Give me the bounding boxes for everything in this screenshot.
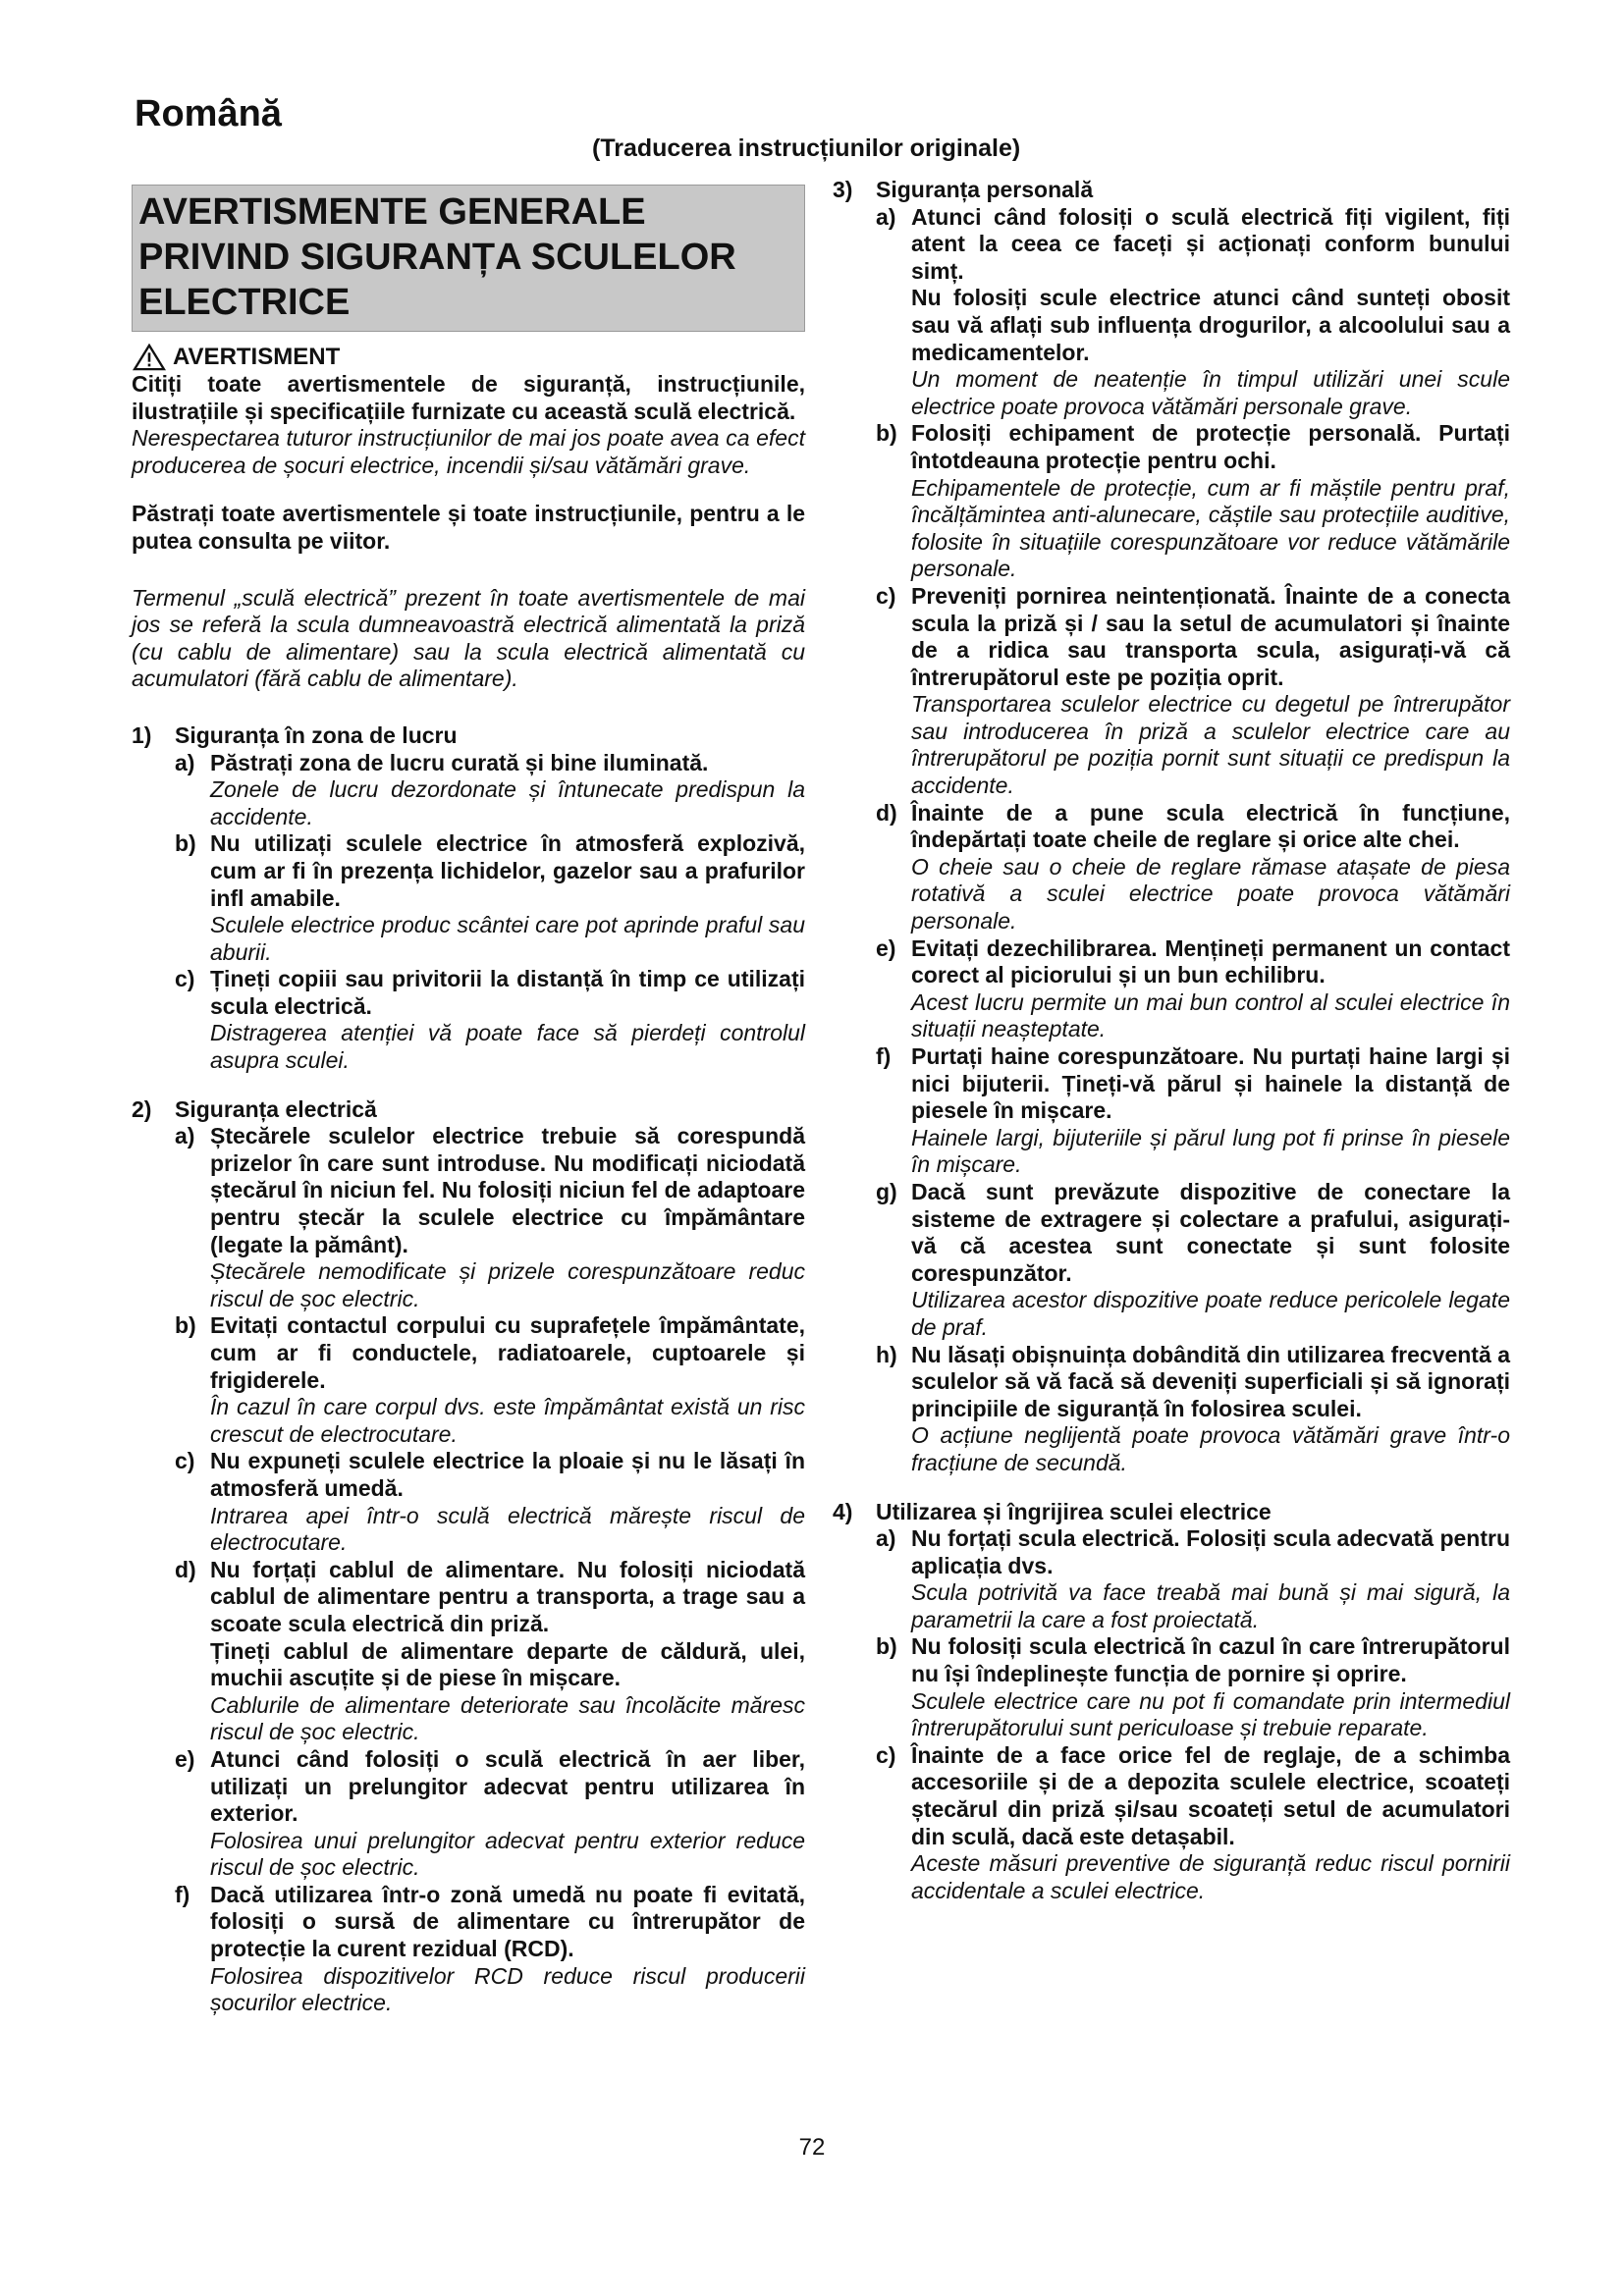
item-bold: Purtați haine corespunzătoare. Nu purtați haine largi și nici bijuterii. Țineți-vă părul și hainele la distanță de piesele în mișcare. bbox=[911, 1043, 1510, 1124]
item-letter: a) bbox=[876, 203, 896, 230]
intro-italic: Nerespectarea tuturor instrucțiunilor de mai jos poate avea ca efect producerea de șocuri electrice, incendii și/sau vătămări grave. bbox=[132, 425, 805, 478]
item-bold: Dacă utilizarea într-o zonă umedă nu poate fi evitată, folosiți o sursă de alimentare cu întrerupător de protecție la curent rezidual (RCD). bbox=[210, 1881, 805, 1962]
item-italic: În cazul în care corpul dvs. este împământat există un risc crescut de electrocutare. bbox=[210, 1394, 805, 1447]
item-bold: Nu utilizați sculele electrice în atmosferă explozivă, cum ar fi în prezența lichidelor, gazelor sau a prafurilor infl amabile. bbox=[210, 830, 805, 911]
item-italic: O cheie sau o cheie de reglare rămase atașate de piesa rotativă a sculei electrice poate provoca vătămări personale. bbox=[911, 853, 1510, 934]
warning-line bbox=[132, 344, 805, 371]
item-letter: c) bbox=[876, 582, 896, 609]
list-item bbox=[175, 1882, 805, 2017]
list-item bbox=[175, 1557, 805, 1746]
list-item bbox=[175, 966, 805, 1074]
item-bold: Înainte de a pune scula electrică în funcțiune, îndepărtați toate cheile de reglare și orice alte chei. bbox=[911, 799, 1510, 853]
item-bold: Evitați dezechilibrarea. Mențineți permanent un contact corect al piciorului și un bun echilibru. bbox=[911, 934, 1510, 988]
item-italic: Sculele electrice care nu pot fi comandate prin intermediul întrerupătorului sunt periculoase și trebuie reparate. bbox=[911, 1687, 1510, 1741]
item-italic: Folosirea unui prelungitor adecvat pentru exterior reduce riscul de șoc electric. bbox=[210, 1827, 805, 1881]
item-bold: Nu lăsați obișnuința dobândită din utilizarea frecventă a sculelor să vă facă să deveniți superficiali și să ignorați principiile de siguranță în folosirea sculei. bbox=[911, 1341, 1510, 1421]
section-title: Siguranța personală bbox=[876, 177, 1094, 202]
section-4 bbox=[833, 1499, 1510, 1905]
item-letter: f) bbox=[175, 1881, 190, 1907]
list-item bbox=[876, 204, 1510, 421]
keep-instructions: Păstrați toate avertismentele și toate instrucțiunile, pentru a le putea consulta pe viitor. bbox=[132, 501, 805, 554]
item-letter: f) bbox=[876, 1043, 892, 1069]
item-letter: b) bbox=[175, 830, 196, 857]
item-letter: a) bbox=[876, 1525, 896, 1552]
item-bold: Înainte de a face orice fel de reglaje, de a schimba accesoriile și de a depozita sculele electrice, scoateți ștecărul din priză și/sau scoateți setul de acumulatori din sculă, dacă este detașabil. bbox=[911, 1741, 1510, 1849]
item-italic: Un moment de neatenție în timpul utilizări unei scule electrice poate provoca vătămări personale grave. bbox=[911, 366, 1510, 419]
item-bold: Evitați contactul corpului cu suprafețele împământate, cum ar fi conductele, radiatoarele, cuptoarele și frigiderele. bbox=[210, 1312, 805, 1393]
item-bold: Dacă sunt prevăzute dispozitive de conectare la sisteme de extragere și colectare a prafului, asigurați-vă că acestea sunt conectate și sunt folosite corespunzător. bbox=[911, 1178, 1510, 1286]
section-1 bbox=[132, 722, 805, 1075]
list-item bbox=[876, 1633, 1510, 1741]
item-letter: g) bbox=[876, 1178, 897, 1204]
item-bold-2: Nu folosiți scule electrice atunci când sunteți obosit sau vă aflați sub influența drogurilor, a alcoolului sau a medicamentelor. bbox=[911, 285, 1510, 365]
section-number: 1) bbox=[132, 721, 152, 748]
item-letter: c) bbox=[876, 1741, 896, 1768]
list-item bbox=[175, 750, 805, 831]
section-title: Siguranța în zona de lucru bbox=[175, 721, 458, 748]
section-number: 4) bbox=[833, 1498, 853, 1524]
item-italic: Cablurile de alimentare deteriorate sau încolăcite măresc riscul de șoc electric. bbox=[210, 1691, 805, 1745]
list-item bbox=[876, 935, 1510, 1043]
item-italic: Aceste măsuri preventive de siguranță reduc riscul pornirii accidentale a sculei electrice. bbox=[911, 1850, 1510, 1903]
item-italic: Scula potrivită va face treabă mai bună și mai sigură, la parametrii la care a fost proiectată. bbox=[911, 1579, 1510, 1632]
item-letter: b) bbox=[876, 1633, 897, 1660]
list-item bbox=[876, 1525, 1510, 1633]
item-letter: d) bbox=[876, 799, 897, 826]
section-title: Siguranța electrică bbox=[175, 1095, 377, 1122]
item-bold: Folosiți echipament de protecție personală. Purtați întotdeauna protecție pentru ochi. bbox=[911, 420, 1510, 473]
item-italic: Intrarea apei într-o sculă electrică mărește riscul de electrocutare. bbox=[210, 1502, 805, 1556]
language-title: Română bbox=[135, 93, 282, 134]
item-bold: Ștecărele sculelor electrice trebuie să corespundă prizelor în care sunt introduse. Nu modificați niciodată ștecărul în niciun fel. Nu folosiți niciun fel de adaptoare pentru ștecăr la sculele electrice cu împământare (legate la pământ). bbox=[210, 1123, 805, 1257]
list-item bbox=[876, 1342, 1510, 1477]
item-italic: Acest lucru permite un mai bun control al sculei electrice în situații neașteptate. bbox=[911, 988, 1510, 1042]
section-3 bbox=[833, 177, 1510, 1477]
term-definition: Termenul „sculă electrică” prezent în toate avertismentele de mai jos se referă la scula dumneavoastră electrică alimentată la priză (cu cablu de alimentare) sau la scula electrică alimentată cu acumulatori (fără cablu de alimentare). bbox=[132, 584, 805, 692]
item-italic: Sculele electrice produc scântei care pot aprinde praful sau aburii. bbox=[210, 912, 805, 965]
warning-triangle-icon bbox=[132, 344, 167, 371]
left-column bbox=[132, 185, 805, 2017]
item-italic: Ștecărele nemodificate și prizele corespunzătoare reduc riscul de șoc electric. bbox=[210, 1258, 805, 1311]
item-italic: Distragerea atenției vă poate face să pierdeți controlul asupra sculei. bbox=[210, 1020, 805, 1074]
item-letter: a) bbox=[175, 749, 195, 775]
list-item bbox=[175, 830, 805, 966]
item-bold: Țineți copiii sau privitorii la distanță în timp ce utilizați scula electrică. bbox=[210, 966, 805, 1019]
section-heading-box bbox=[132, 185, 805, 332]
item-bold: Nu forțați scula electrică. Folosiți scula adecvată pentru aplicația dvs. bbox=[911, 1525, 1510, 1578]
list-item bbox=[175, 1123, 805, 1312]
item-italic: Folosirea dispozitivelor RCD reduce riscul producerii șocurilor electrice. bbox=[210, 1962, 805, 2016]
page-number: 72 bbox=[798, 2134, 826, 2161]
intro-bold: Citiți toate avertismentele de siguranță, instrucțiunile, ilustrațiile și specificațiile furnizate cu această sculă electrică. bbox=[132, 371, 805, 424]
list-item bbox=[175, 1448, 805, 1556]
list-item bbox=[876, 420, 1510, 583]
item-letter: c) bbox=[175, 966, 195, 992]
section-number: 2) bbox=[132, 1095, 152, 1122]
list-item bbox=[876, 1742, 1510, 1905]
section-title: Utilizarea și îngrijirea sculei electrice bbox=[876, 1498, 1272, 1524]
item-bold: Atunci când folosiți o sculă electrică în aer liber, utilizați un prelungitor adecvat pentru utilizarea în exterior. bbox=[210, 1745, 805, 1827]
item-letter: e) bbox=[175, 1745, 195, 1772]
list-item bbox=[876, 1043, 1510, 1179]
item-italic: Hainele largi, bijuteriile și părul lung pot fi prinse în piesele în mișcare. bbox=[911, 1124, 1510, 1178]
item-bold-2: Țineți cablul de alimentare departe de căldură, ulei, muchii ascuțite și de piese în mișcare. bbox=[210, 1637, 805, 1691]
item-bold: Preveniți pornirea neintenționată. Înainte de a conecta scula la priză și / sau la setul de acumulatori și înainte de a ridica sau transporta scula, asigurați-vă că întrerupătorul este pe poziția oprit. bbox=[911, 582, 1510, 690]
item-letter: h) bbox=[876, 1341, 897, 1367]
translation-subtitle: (Traducerea instrucțiunilor originale) bbox=[592, 134, 1021, 162]
item-italic: O acțiune neglijentă poate provoca vătămări grave într-o fracțiune de secundă. bbox=[911, 1422, 1510, 1475]
section-number: 3) bbox=[833, 177, 853, 202]
list-item bbox=[876, 1179, 1510, 1342]
item-letter: c) bbox=[175, 1448, 195, 1474]
list-item bbox=[175, 1312, 805, 1448]
item-bold: Nu expuneți sculele electrice la ploaie și nu le lăsați în atmosferă umedă. bbox=[210, 1448, 805, 1501]
item-letter: d) bbox=[175, 1556, 196, 1582]
item-letter: b) bbox=[175, 1312, 196, 1339]
right-column bbox=[833, 177, 1510, 1904]
item-bold: Nu folosiți scula electrică în cazul în care întrerupătorul nu își îndeplinește funcția de pornire și oprire. bbox=[911, 1633, 1510, 1687]
section-2 bbox=[132, 1096, 805, 2017]
item-letter: b) bbox=[876, 420, 897, 447]
main-heading: AVERTISMENTE GENERALE PRIVIND SIGURANȚA SCULELOR ELECTRICE bbox=[138, 191, 736, 323]
item-italic: Utilizarea acestor dispozitive poate reduce pericolele legate de praf. bbox=[911, 1287, 1510, 1340]
warning-label: AVERTISMENT bbox=[173, 344, 341, 371]
item-letter: a) bbox=[175, 1123, 195, 1149]
list-item bbox=[876, 583, 1510, 800]
item-italic: Zonele de lucru dezordonate și întunecate predispun la accidente. bbox=[210, 776, 805, 829]
item-bold: Atunci când folosiți o sculă electrică fiți vigilent, fiți atent la ceea ce faceți și acționați conform bunului simț. bbox=[911, 203, 1510, 284]
item-letter: e) bbox=[876, 934, 896, 961]
list-item bbox=[175, 1746, 805, 1882]
item-bold: Păstrați zona de lucru curată și bine iluminată. bbox=[210, 749, 709, 775]
item-bold: Nu forțați cablul de alimentare. Nu folosiți niciodată cablul de alimentare pentru a transporta, a trage sau a scoate scula electrică din priză. bbox=[210, 1556, 805, 1636]
item-italic: Transportarea sculelor electrice cu degetul pe întrerupător sau introducerea în priză a sculelor electrice care au întrerupătorul pe poziția pornit sunt situații ce predispun la accidente. bbox=[911, 691, 1510, 799]
list-item bbox=[876, 800, 1510, 935]
item-italic: Echipamentele de protecție, cum ar fi măștile pentru praf, încălțămintea anti-alunecare, căștile sau protecțiile auditive, folosite în situațiile corespunzătoare vor reduce vătămările personale. bbox=[911, 474, 1510, 582]
